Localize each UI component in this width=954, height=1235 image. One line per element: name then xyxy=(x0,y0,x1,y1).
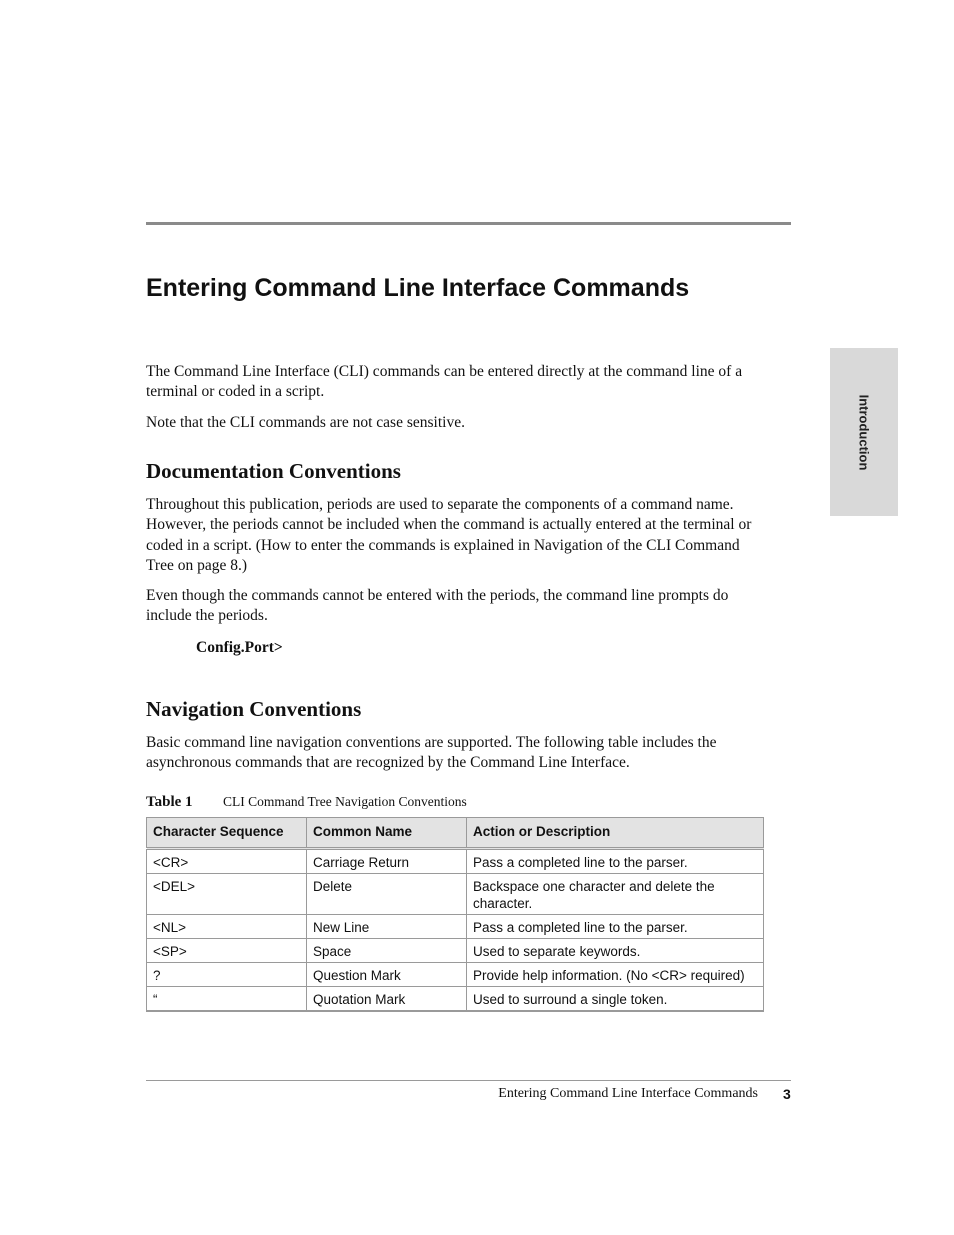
table-caption-number: Table 1 xyxy=(146,794,193,810)
navigation-paragraph-1: Basic command line navigation conventions are supported. The following table includes the asynchronous commands that are recognized by the Command Line Interface. xyxy=(146,734,717,772)
footer-rule xyxy=(146,1080,791,1081)
intro-paragraph-2: Note that the CLI commands are not case sensitive. xyxy=(146,414,465,431)
chapter-title: Entering Command Line Interface Commands xyxy=(146,274,690,302)
table-row xyxy=(147,849,764,874)
documentation-paragraph-1: Throughout this publication, periods are used to separate the components of a command name. However, the periods cannot be included when the command is actually entered at the terminal or coded in a script. (How to enter the commands is explained in Navigation of the CLI Command Tree on page 8.) xyxy=(146,496,752,574)
navigation-conventions-table xyxy=(146,817,764,1012)
command-prompt-example: Config.Port> xyxy=(196,639,283,656)
cell-character-sequence: <DEL> xyxy=(147,874,307,915)
table-caption xyxy=(146,793,467,811)
cell-action-description: Used to separate keywords. xyxy=(467,939,764,963)
cell-common-name: Carriage Return xyxy=(307,849,467,874)
side-tab-label: Introduction xyxy=(856,394,872,470)
cell-character-sequence: “ xyxy=(147,987,307,1012)
top-rule xyxy=(146,222,791,225)
page-number: 3 xyxy=(783,1086,791,1102)
cell-action-description: Pass a completed line to the parser. xyxy=(467,849,764,874)
cell-action-description: Used to surround a single token. xyxy=(467,987,764,1012)
table-row xyxy=(147,939,764,963)
intro-paragraph-1: The Command Line Interface (CLI) commands can be entered directly at the command line of a terminal or coded in a script. xyxy=(146,363,743,401)
table-header-row xyxy=(147,818,764,849)
cell-action-description: Pass a completed line to the parser. xyxy=(467,915,764,939)
cell-character-sequence: <SP> xyxy=(147,939,307,963)
documentation-conventions-heading: Documentation Conventions xyxy=(146,459,401,483)
cell-action-description: Backspace one character and delete the character. xyxy=(467,874,764,915)
cell-action-description: Provide help information. (No <CR> required) xyxy=(467,963,764,987)
documentation-paragraph-2: Even though the commands cannot be entered with the periods, the command line prompts do include the periods. xyxy=(146,587,729,625)
table-row xyxy=(147,915,764,939)
table-row xyxy=(147,963,764,987)
cell-common-name: Question Mark xyxy=(307,963,467,987)
table-row xyxy=(147,987,764,1012)
table-row xyxy=(147,874,764,915)
cell-common-name: New Line xyxy=(307,915,467,939)
navigation-conventions-heading: Navigation Conventions xyxy=(146,697,362,721)
table-caption-text: CLI Command Tree Navigation Conventions xyxy=(223,794,467,809)
cell-character-sequence: <NL> xyxy=(147,915,307,939)
header-common-name: Common Name xyxy=(307,818,467,849)
header-action-description: Action or Description xyxy=(467,818,764,849)
cell-common-name: Space xyxy=(307,939,467,963)
cell-common-name: Delete xyxy=(307,874,467,915)
cell-character-sequence: ? xyxy=(147,963,307,987)
cell-character-sequence: <CR> xyxy=(147,849,307,874)
footer-running-title: Entering Command Line Interface Commands xyxy=(498,1086,758,1101)
cell-common-name: Quotation Mark xyxy=(307,987,467,1012)
side-tab xyxy=(830,348,898,516)
header-character-sequence: Character Sequence xyxy=(147,818,307,849)
